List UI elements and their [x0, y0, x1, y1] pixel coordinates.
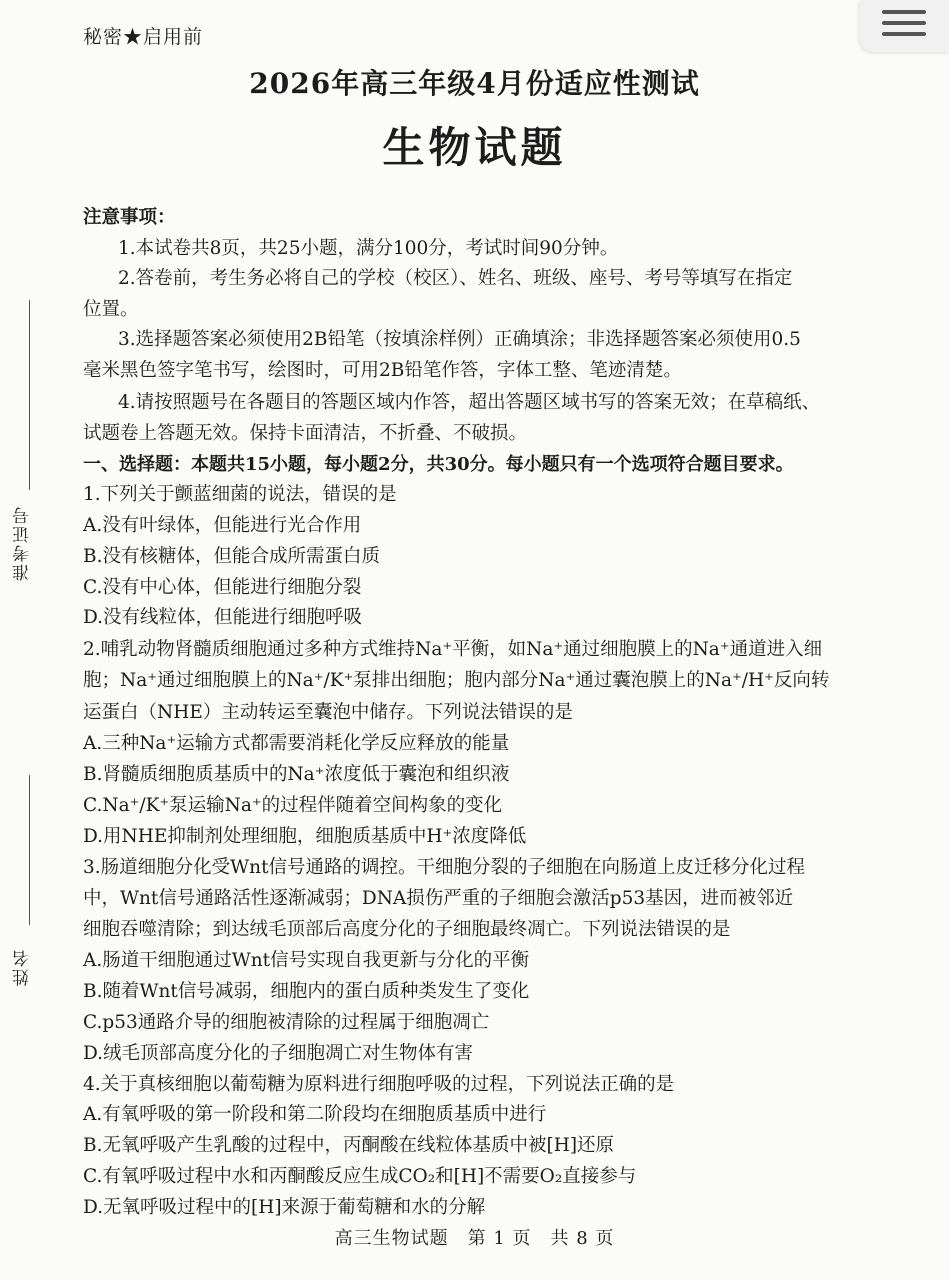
- menu-icon-bar: [882, 32, 926, 36]
- name-label: 姓名: [13, 948, 33, 986]
- option-4a: A.有氧呼吸的第一阶段和第二阶段均在细胞质基质中进行: [83, 1104, 547, 1125]
- option-4c: C.有氧呼吸过程中水和丙酮酸反应生成CO₂和[H]不需要O₂直接参与: [83, 1166, 637, 1187]
- subject-title: 生物试题: [382, 123, 567, 172]
- note-1: 1.本试卷共8页，共25小题，满分100分，考试时间90分钟。: [118, 238, 619, 259]
- note-3-cont: 毫米黑色签字笔书写，绘图时，可用2B铅笔作答，字体工整、笔迹清楚。: [83, 360, 682, 381]
- option-2b: B.肾髓质细胞质基质中的Na⁺浓度低于囊泡和组织液: [83, 764, 510, 785]
- note-4: 4.请按照题号在各题目的答题区域内作答，超出答题区域书写的答案无效；在草稿纸、: [118, 392, 821, 413]
- menu-icon-bar: [882, 21, 926, 25]
- question-2-cont: 胞；Na⁺通过细胞膜上的Na⁺/K⁺泵排出细胞；胞内部分Na⁺通过囊泡膜上的Na⁺/H⁺反向转: [83, 670, 830, 691]
- option-1a: A.没有叶绿体，但能进行光合作用: [83, 515, 362, 536]
- menu-button[interactable]: [860, 0, 949, 52]
- option-3d: D.绒毛顶部高度分化的子细胞凋亡对生物体有害: [83, 1043, 474, 1064]
- exam-title: 2026年高三年级4月份适应性测试: [249, 67, 700, 100]
- option-4d: D.无氧呼吸过程中的[H]来源于葡萄糖和水的分解: [83, 1197, 486, 1218]
- note-2: 2.答卷前，考生务必将自己的学校（校区）、姓名、班级、座号、考号等填写在指定: [118, 268, 793, 289]
- question-3-cont: 中，Wnt信号通路活性逐渐减弱；DNA损伤严重的子细胞会激活p53基因，进而被邻近: [83, 888, 794, 909]
- option-1d: D.没有线粒体，但能进行细胞呼吸: [83, 607, 363, 628]
- note-3: 3.选择题答案必须使用2B铅笔（按填涂样例）正确填涂；非选择题答案必须使用0.5: [118, 329, 801, 350]
- exam-no-line: [29, 300, 30, 490]
- option-3b: B.随着Wnt信号减弱，细胞内的蛋白质种类发生了变化: [83, 981, 530, 1002]
- question-4: 4.关于真核细胞以葡萄糖为原料进行细胞呼吸的过程，下列说法正确的是: [83, 1074, 675, 1095]
- question-2: 2.哺乳动物肾髓质细胞通过多种方式维持Na⁺平衡，如Na⁺通过细胞膜上的Na⁺通道进入细: [83, 639, 823, 660]
- question-2-cont2: 运蛋白（NHE）主动转运至囊泡中储存。下列说法错误的是: [83, 702, 573, 723]
- question-3: 3.肠道细胞分化受Wnt信号通路的调控。干细胞分裂的子细胞在向肠道上皮迁移分化过程: [83, 857, 806, 878]
- section-heading: 一、选择题：本题共15小题，每小题2分，共30分。每小题只有一个选项符合题目要求。: [83, 454, 794, 475]
- question-3-cont2: 细胞吞噬清除；到达绒毛顶部后高度分化的子细胞最终凋亡。下列说法错误的是: [83, 919, 731, 940]
- option-2d: D.用NHE抑制剂处理细胞，细胞质基质中H⁺浓度降低: [83, 826, 527, 847]
- option-2c: C.Na⁺/K⁺泵运输Na⁺的过程伴随着空间构象的变化: [83, 795, 503, 816]
- name-line: [29, 775, 30, 925]
- notes-heading: 注意事项：: [83, 207, 176, 228]
- note-4-cont: 试题卷上答题无效。保持卡面清洁，不折叠、不破损。: [83, 423, 528, 444]
- option-1c: C.没有中心体，但能进行细胞分裂: [83, 577, 362, 598]
- note-2-cont: 位置。: [83, 299, 139, 320]
- option-3c: C.p53通路介导的细胞被清除的过程属于细胞凋亡: [83, 1012, 490, 1033]
- menu-icon: [882, 10, 926, 14]
- exam-no-label: 准考证号: [13, 505, 33, 581]
- option-1b: B.没有核糖体，但能合成所需蛋白质: [83, 546, 380, 567]
- confidential-label: 秘密★启用前: [83, 26, 204, 48]
- question-1: 1.下列关于颤蓝细菌的说法，错误的是: [83, 484, 397, 505]
- page-footer: 高三生物试题 第 1 页 共 8 页: [334, 1228, 615, 1249]
- option-2a: A.三种Na⁺运输方式都需要消耗化学反应释放的能量: [83, 733, 510, 754]
- option-3a: A.肠道干细胞通过Wnt信号实现自我更新与分化的平衡: [83, 950, 530, 971]
- option-4b: B.无氧呼吸产生乳酸的过程中，丙酮酸在线粒体基质中被[H]还原: [83, 1135, 615, 1156]
